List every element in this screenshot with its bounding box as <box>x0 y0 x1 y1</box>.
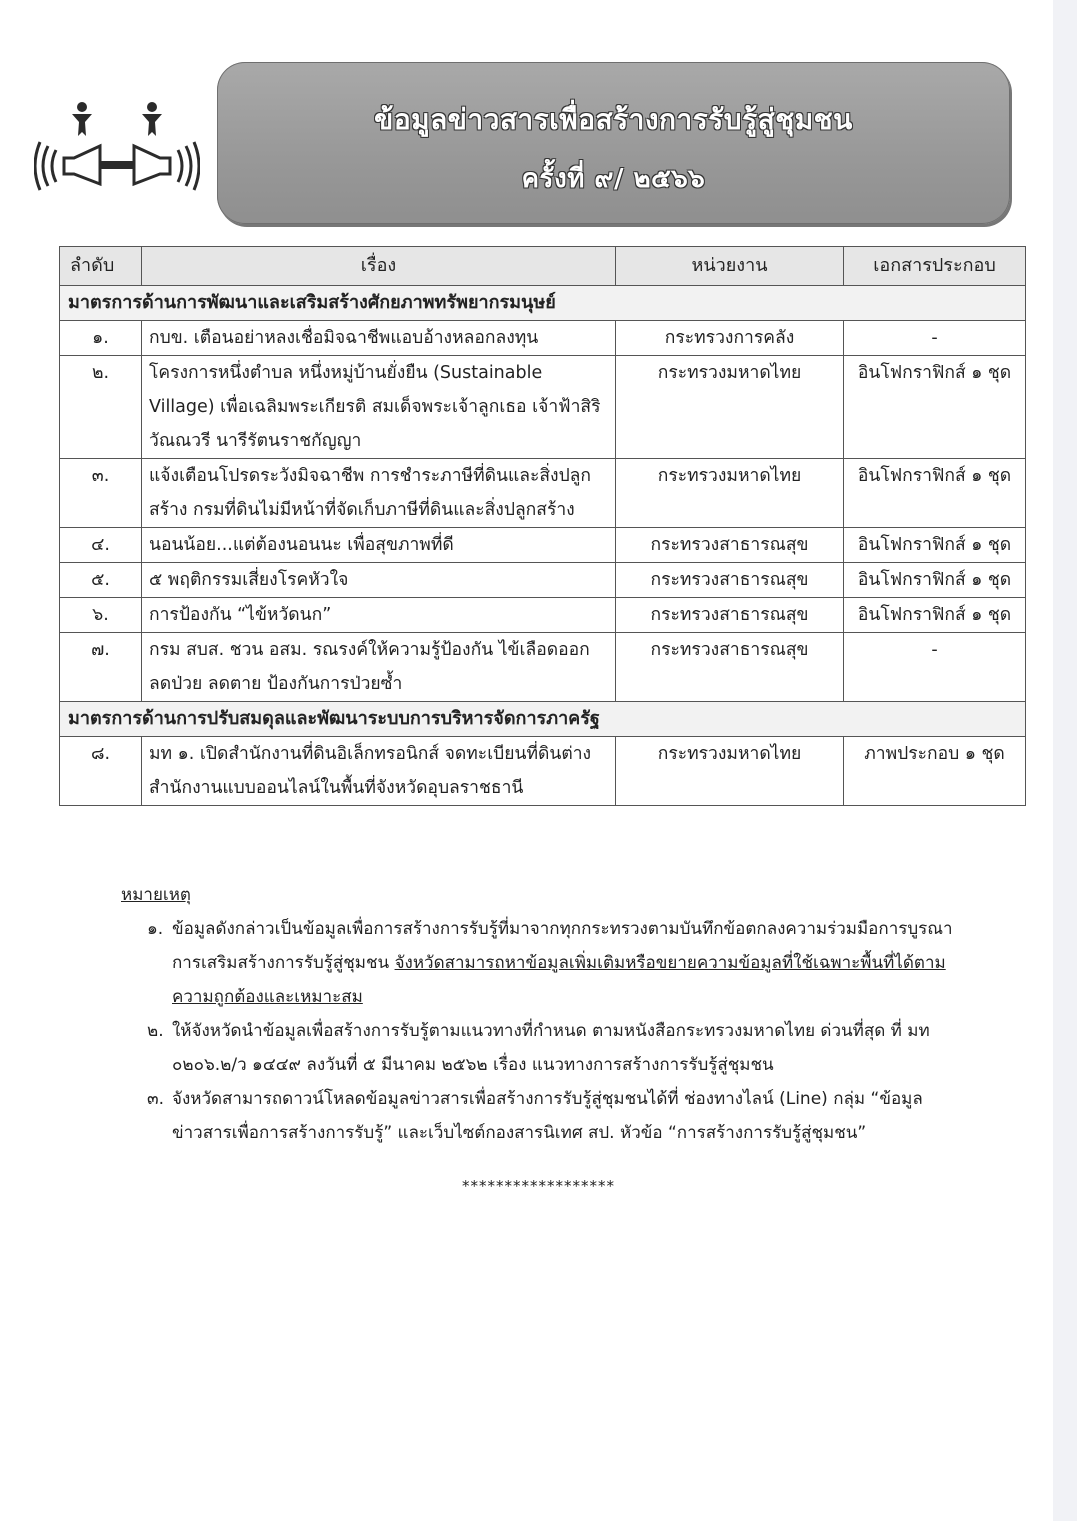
row-attachment: อินโฟกราฟิกส์ ๑ ชุด <box>844 598 1026 633</box>
column-header-attachment: เอกสารประกอบ <box>844 247 1026 286</box>
row-number: ๗. <box>60 633 142 702</box>
row-subject: นอนน้อย...แต่ต้องนอนนะ เพื่อสุขภาพที่ดี <box>142 528 616 563</box>
row-number: ๓. <box>60 459 142 528</box>
table-row <box>60 459 1026 528</box>
row-attachment: - <box>844 633 1026 702</box>
note-number: ๓. <box>147 1089 165 1109</box>
row-attachment: อินโฟกราฟิกส์ ๑ ชุด <box>844 528 1026 563</box>
section-row <box>60 702 1026 737</box>
table-row <box>60 563 1026 598</box>
note-item <box>121 912 981 1014</box>
issue-number: ครั้งที่ ๙/ ๒๕๖๖ <box>521 164 706 194</box>
row-attachment: ภาพประกอบ ๑ ชุด <box>844 737 1026 806</box>
row-agency: กระทรวงมหาดไทย <box>616 737 844 806</box>
row-attachment: อินโฟกราฟิกส์ ๑ ชุด <box>844 459 1026 528</box>
row-number: ๖. <box>60 598 142 633</box>
row-number: ๕. <box>60 563 142 598</box>
row-agency: กระทรวงสาธารณสุข <box>616 528 844 563</box>
note-number: ๒. <box>147 1021 164 1041</box>
row-attachment: อินโฟกราฟิกส์ ๑ ชุด <box>844 356 1026 459</box>
page-title: ข้อมูลข่าวสารเพื่อสร้างการรับรู้สู่ชุมชน <box>374 103 853 136</box>
table-row <box>60 356 1026 459</box>
note-underlined-text: จังหวัดสามารถหาข้อมูลเพิ่มเติมหรือขยายความข้อมูลที่ใช้เฉพาะพื้นที่ได้ตามความถูกต้องและเหมาะสม <box>172 953 946 1007</box>
row-agency: กระทรวงสาธารณสุข <box>616 563 844 598</box>
column-header-subject: เรื่อง <box>142 247 616 286</box>
header-banner <box>217 62 1010 224</box>
note-text: ข้อมูลดังกล่าวเป็นข้อมูลเพื่อการสร้างการรับรู้ที่มาจากทุกกระทรวงตามบันทึกข้อตกลงความร่วมมือการบูรณาการเสริมสร้างการรับรู้สู่ชุมชน <box>172 919 953 973</box>
news-table <box>59 246 1026 806</box>
table-row <box>60 598 1026 633</box>
table-row <box>60 528 1026 563</box>
row-subject: กบข. เตือนอย่าหลงเชื่อมิจฉาชีพแอบอ้างหลอกลงทุน <box>142 321 616 356</box>
note-text: ให้จังหวัดนำข้อมูลเพื่อสร้างการรับรู้ตามแนวทางที่กำหนด ตามหนังสือกระทรวงมหาดไทย ด่วนที่สุด ที่ มท ๐๒๐๖.๒/ว ๑๔๔๙ ลงวันที่ ๕ มีนาคม ๒๕๖๒ เรื่อง แนวทางการสร้างการรับรู้สู่ชุมชน <box>172 1021 930 1075</box>
table-row <box>60 633 1026 702</box>
table-row <box>60 737 1026 806</box>
row-agency: กระทรวงสาธารณสุข <box>616 633 844 702</box>
note-number: ๑. <box>147 919 164 939</box>
note-text: จังหวัดสามารถดาวน์โหลดข้อมูลข่าวสารเพื่อสร้างการรับรู้สู่ชุมชนได้ที่ ช่องทางไลน์ (Line) กลุ่ม “ข้อมูลข่าวสารเพื่อการสร้างการรับรู้” และเว็บไซต์กองสารนิเทศ สป. หัวข้อ “การสร้างการรับรู้สู่ชุมชน” <box>172 1089 923 1143</box>
row-subject: การป้องกัน “ไข้หวัดนก” <box>142 598 616 633</box>
row-agency: กระทรวงมหาดไทย <box>616 356 844 459</box>
row-attachment: - <box>844 321 1026 356</box>
row-agency: กระทรวงการคลัง <box>616 321 844 356</box>
row-subject: มท ๑. เปิดสำนักงานที่ดินอิเล็กทรอนิกส์ จดทะเบียนที่ดินต่างสำนักงานแบบออนไลน์ในพื้นที่จังหวัดอุบลราชธานี <box>142 737 616 806</box>
row-attachment: อินโฟกราฟิกส์ ๑ ชุด <box>844 563 1026 598</box>
column-header-agency: หน่วยงาน <box>616 247 844 286</box>
row-subject: ๕ พฤติกรรมเสี่ยงโรคหัวใจ <box>142 563 616 598</box>
megaphone-people-logo <box>34 98 200 194</box>
column-header-no: ลำดับ <box>60 247 142 286</box>
section-title: มาตรการด้านการปรับสมดุลและพัฒนาระบบการบริหารจัดการภาครัฐ <box>60 702 1026 737</box>
note-item <box>121 1082 981 1150</box>
row-subject: แจ้งเตือนโปรดระวังมิจฉาชีพ การชำระภาษีที่ดินและสิ่งปลูกสร้าง กรมที่ดินไม่มีหน้าที่จัดเก็บภาษีที่ดินและสิ่งปลูกสร้าง <box>142 459 616 528</box>
row-subject: กรม สบส. ชวน อสม. รณรงค์ให้ความรู้ป้องกัน ไข้เลือดออก ลดป่วย ลดตาย ป้องกันการป่วยซ้ำ <box>142 633 616 702</box>
notes-heading: หมายเหตุ <box>121 885 191 905</box>
row-number: ๔. <box>60 528 142 563</box>
section-title: มาตรการด้านการพัฒนาและเสริมสร้างศักยภาพทรัพยากรมนุษย์ <box>60 286 1026 321</box>
row-number: ๒. <box>60 356 142 459</box>
end-separator: ****************** <box>462 1177 615 1195</box>
notes-section <box>121 878 981 1150</box>
row-agency: กระทรวงมหาดไทย <box>616 459 844 528</box>
row-number: ๘. <box>60 737 142 806</box>
section-row <box>60 286 1026 321</box>
note-item <box>121 1014 981 1082</box>
table-row <box>60 321 1026 356</box>
table-header-row <box>60 247 1026 286</box>
row-subject: โครงการหนึ่งตำบล หนึ่งหมู่บ้านยั่งยืน (Sustainable Village) เพื่อเฉลิมพระเกียรติ สมเด็จพระเจ้าลูกเธอ เจ้าฟ้าสิริวัณณวรี นารีรัตนราชกัญญา <box>142 356 616 459</box>
row-number: ๑. <box>60 321 142 356</box>
row-agency: กระทรวงสาธารณสุข <box>616 598 844 633</box>
page-edge-strip <box>1053 0 1077 1521</box>
